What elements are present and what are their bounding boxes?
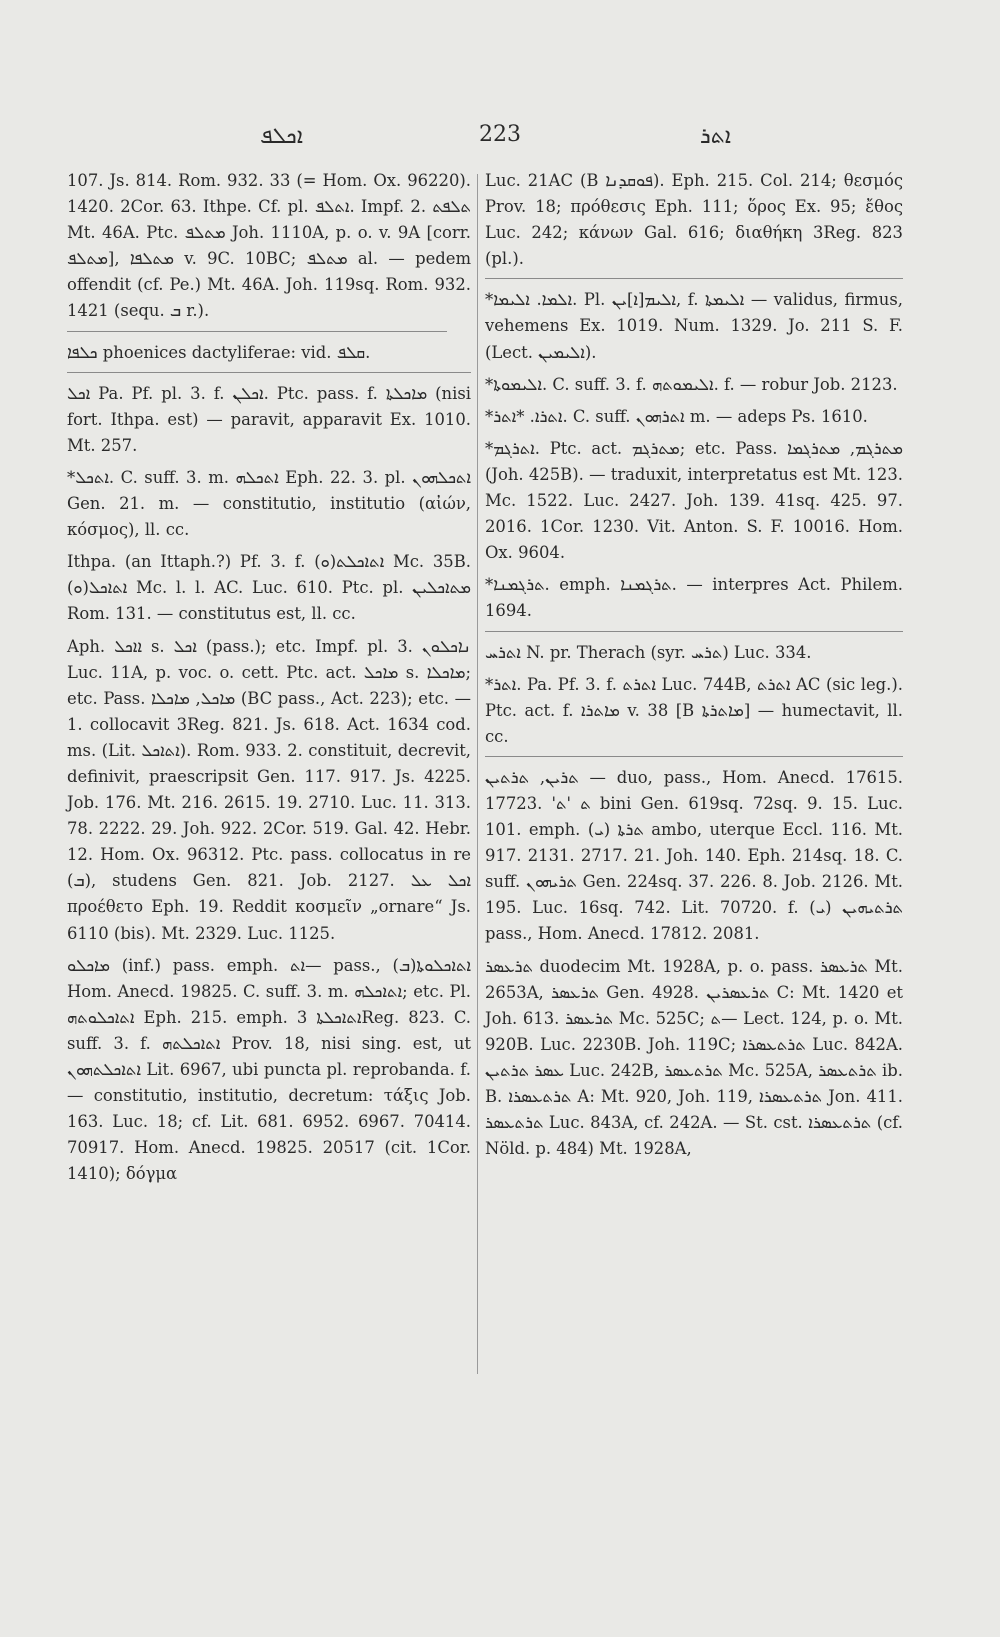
entry-separator bbox=[67, 331, 447, 332]
header-right-word: ܐܬܪ bbox=[700, 124, 731, 149]
right-column bbox=[485, 168, 903, 1168]
dictionary-entry: ܡܐܟܠܘ (inf.) pass. emph. ܐܬ— pass., ܐܬܐܟܠܘܬܐ(ܒ) Hom. Anecd. 19825. C. suff. 3. m. ܐܬܐܟܠܗ; etc. Pl. ܐܬܐܟܠܘܬܗ Eph. 215. emph. ܐܬܐܟܠܬܐ 3Reg. 823. C. suff. 3. f. ܐܬܐܟܠܬܗ Prov. 18, nisi sing. est, ut ܐܬܐܟܠܬܗܘܢ Lit. 6967, ubi puncta pl. reprobanda. f. — constitutio, institutio, decretum: τάξις Job. 163. Luc. 18; cf. Lit. 681. 6952. 6967. 70414. 70917. Hom. Anecd. 19825. 20517 (cit. 1Cor. 1410); δόγμα bbox=[67, 955, 472, 1184]
left-column bbox=[67, 168, 471, 1193]
page-number: 223 bbox=[479, 122, 521, 147]
dictionary-entry: ܬܪܝܢ, ܬܪܬܝܢ — duo, pass., Hom. Anecd. 17615. 17723. 'ܬ 'ܬ bini Gen. 619sq. 72sq. 9. 15. Luc. 101. emph. ܬܪܬܐ (ܝ) ambo, uterque Eccl. 116. Mt. 917. 2131. 2717. 21. Joh. 140. Eph. 214sq. 18. C. suff. ܬܪܝܗܘܢ Gen. 224sq. 37. 226. 8. Job. 2126. Mt. 195. Luc. 16sq. 742. Lit. 70720. f. ܬܪܬܝܗܝܢ (ܝ) pass., Hom. Anecd. 17812. 2081. bbox=[485, 767, 904, 944]
dictionary-entry: Luc. 21AC (B ܦܘܩܕܢܐ). Eph. 215. Col. 214; θεσμός Prov. 18; πρόθεσις Eph. 111; ὅρος Ex. 95; ἔθος Luc. 242; κάνων Gal. 616; διαθήκη 3Reg. 823 (pl.). bbox=[485, 171, 903, 269]
dictionary-entry: *ܐܬܪ. Pa. Pf. 3. f. ܐܬܪܬ Luc. 744B, ܐܬܪܬ AC (sic leg.). Ptc. act. f. ܡܐܬܪܐ v. 38 [B ܡܐܬܪܬܐ] — humectavit, ll. cc. bbox=[485, 674, 903, 746]
dictionary-entry: *ܐܠܝܡܘܬܐ. C. suff. 3. f. ܐܠܝܡܘܬܗ. f. — robur Job. 2123. bbox=[485, 374, 898, 394]
dictionary-entry: ܐܬܪܚ N. pr. Therach (syr. ܬܪܚ) Luc. 334. bbox=[485, 642, 812, 662]
dictionary-entry: *ܐܬܪܐ. *ܐܬܪ. C. suff. ܐܬܪܗܘܢ m. — adeps Ps. 1610. bbox=[485, 406, 868, 426]
dictionary-entry: ܬܪܥܣܪ duodecim Mt. 1928A, p. o. pass. ܬܪܥܣܪ Mt. 2653A, ܬܪܥܣܪ Gen. 4928. ܬܪܥܣܪܝܢ C: Mt. 1420 et Joh. 613. ܬܪܥܣܪ Mc. 525C; ܬ— Lect. 124, p. o. Mt. 920B. Luc. 2230B. Joh. 119C; ܬܪܬܥܣܪܐ Luc. 842A. ܥܣܪ ܬܪܬܝܢ Luc. 242B, ܬܪܬܥܣܪ Mc. 525A, ܬܪܬܥܣܪ ib. B. ܬܪܬܥܣܪܐ A: Mt. 920, Joh. 119, ܬܪܬܥܣܪܐ Jon. 411. ܬܪܬܥܣܪ Luc. 843A, cf. 242A. — St. cst. ܬܪܬܥܣܪܐ (cf. Nöld. p. 484) Mt. 1928A, bbox=[485, 956, 903, 1159]
dictionary-entry: *ܐܠܡܐ. ܐܠܝܡܐ. Pl. ܐܠܝܡ[ܐ]ܝܢ, f. ܐܠܝܡܬܐ — validus, firmus, vehemens Ex. 1019. Num. 1329. Jo. 211 S. F. (Lect. ܐܠܝܡܝܢ). bbox=[485, 290, 903, 362]
dictionary-entry: ܐܟܠ Pa. Pf. pl. 3. f. ܐܟܠܢ. Ptc. pass. f. ܡܐܟܠܬܐ (nisi fort. Ithpa. est) — paravit, apparavit Ex. 1010. Mt. 257. bbox=[67, 383, 472, 455]
dictionary-entry: 107. Js. 814. Rom. 932. 33 (= Hom. Ox. 96220). 1420. 2Cor. 63. Ithpe. Cf. pl. ܐܬܠܦ. Impf. 2. ܬܠܦܬ Mt. 46A. Ptc. ܡܬܠܦ Joh. 1110A, p. o. v. 9A [corr. ܡܬܠܦ], ܡܬܠܦܐ v. 9C. 10BC; ܡܬܠܦ al. — pedem offendit (cf. Pe.) Mt. 46A. Joh. 119sq. Rom. 932. 1421 (sequ. ܒ r.). bbox=[67, 171, 472, 321]
dictionary-entry: *ܐܬܟܠ. C. suff. 3. m. ܐܬܟܠܗ Eph. 22. 3. pl. ܐܬܟܠܗܘܢ Gen. 21. m. — constitutio, institutio (αἰών, κόσμος), ll. cc. bbox=[67, 467, 471, 540]
running-header bbox=[60, 118, 940, 158]
entry-separator bbox=[485, 631, 903, 632]
header-left-word: ܐܟܠܦ bbox=[260, 124, 303, 149]
dictionary-entry: ܟܠܦܐ phoenices dactyliferae: vid. ܩܠܦ. bbox=[67, 342, 371, 362]
dictionary-entry: Ithpa. (an Ittaph.?) Pf. 3. f. ܐܬܐܟܠܬ(ܘ) Mc. 35B. ܐܬܐܟܠ(ܘ) Mc. l. l. AC. Luc. 610. Ptc. pl. ܡܬܐܟܠܝܢ Rom. 131. — constitutus est, ll. cc. bbox=[67, 552, 471, 624]
entry-separator bbox=[485, 756, 903, 757]
entry-separator bbox=[485, 278, 903, 279]
dictionary-entry: *ܬܪܓܡܢܐ. emph. ܬܪܓܡܢܐ. — interpres Act. Philem. 1694. bbox=[485, 575, 903, 621]
dictionary-entry: Aph. ܐܐܟܠ s. ܐܟܠ (pass.); etc. Impf. pl. 3. ܢܐܟܠܘܢ Luc. 11A, p. voc. o. cett. Ptc. act. ܡܐܟܠ s. ܡܐܟܠܐ; etc. Pass. ܡܐܟܠ, ܡܐܟܠܐ (BC pass., Act. 223); etc. — 1. collocavit 3Reg. 821. Js. 618. Act. 1634 cod. ms. (Lit. ܐܬܐܟܠ). Rom. 933. 2. constituit, decrevit, definivit, praescripsit Gen. 117. 917. Js. 4225. Job. 176. Mt. 216. 2615. 19. 2710. Luc. 11. 313. 78. 2222. 29. Joh. 922. 2Cor. 519. Gal. 42. Hebr. 12. Hom. Ox. 96312. Ptc. pass. collocatus in re (ܒ), studens Gen. 821. Job. 2127. ܐܟܠ ܥܠ προέθετο Eph. 19. Reddit κοσμεῖν „ornare“ Js. 6110 (bis). Mt. 2329. Luc. 1125. bbox=[67, 636, 472, 943]
column-divider bbox=[477, 174, 478, 1374]
entry-separator bbox=[67, 372, 471, 373]
dictionary-entry: *ܐܬܪܓܡ. Ptc. act. ܡܬܪܓܡ; etc. Pass. ܡܬܪܓܡ, ܡܬܪܓܡܐ (Joh. 425B). — traduxit, interpretatus est Mt. 123. Mc. 1522. Luc. 2427. Joh. 139. 41sq. 425. 97. 2016. 1Cor. 1230. Vit. Anton. S. F. 10016. Hom. Ox. 9604. bbox=[485, 438, 903, 563]
